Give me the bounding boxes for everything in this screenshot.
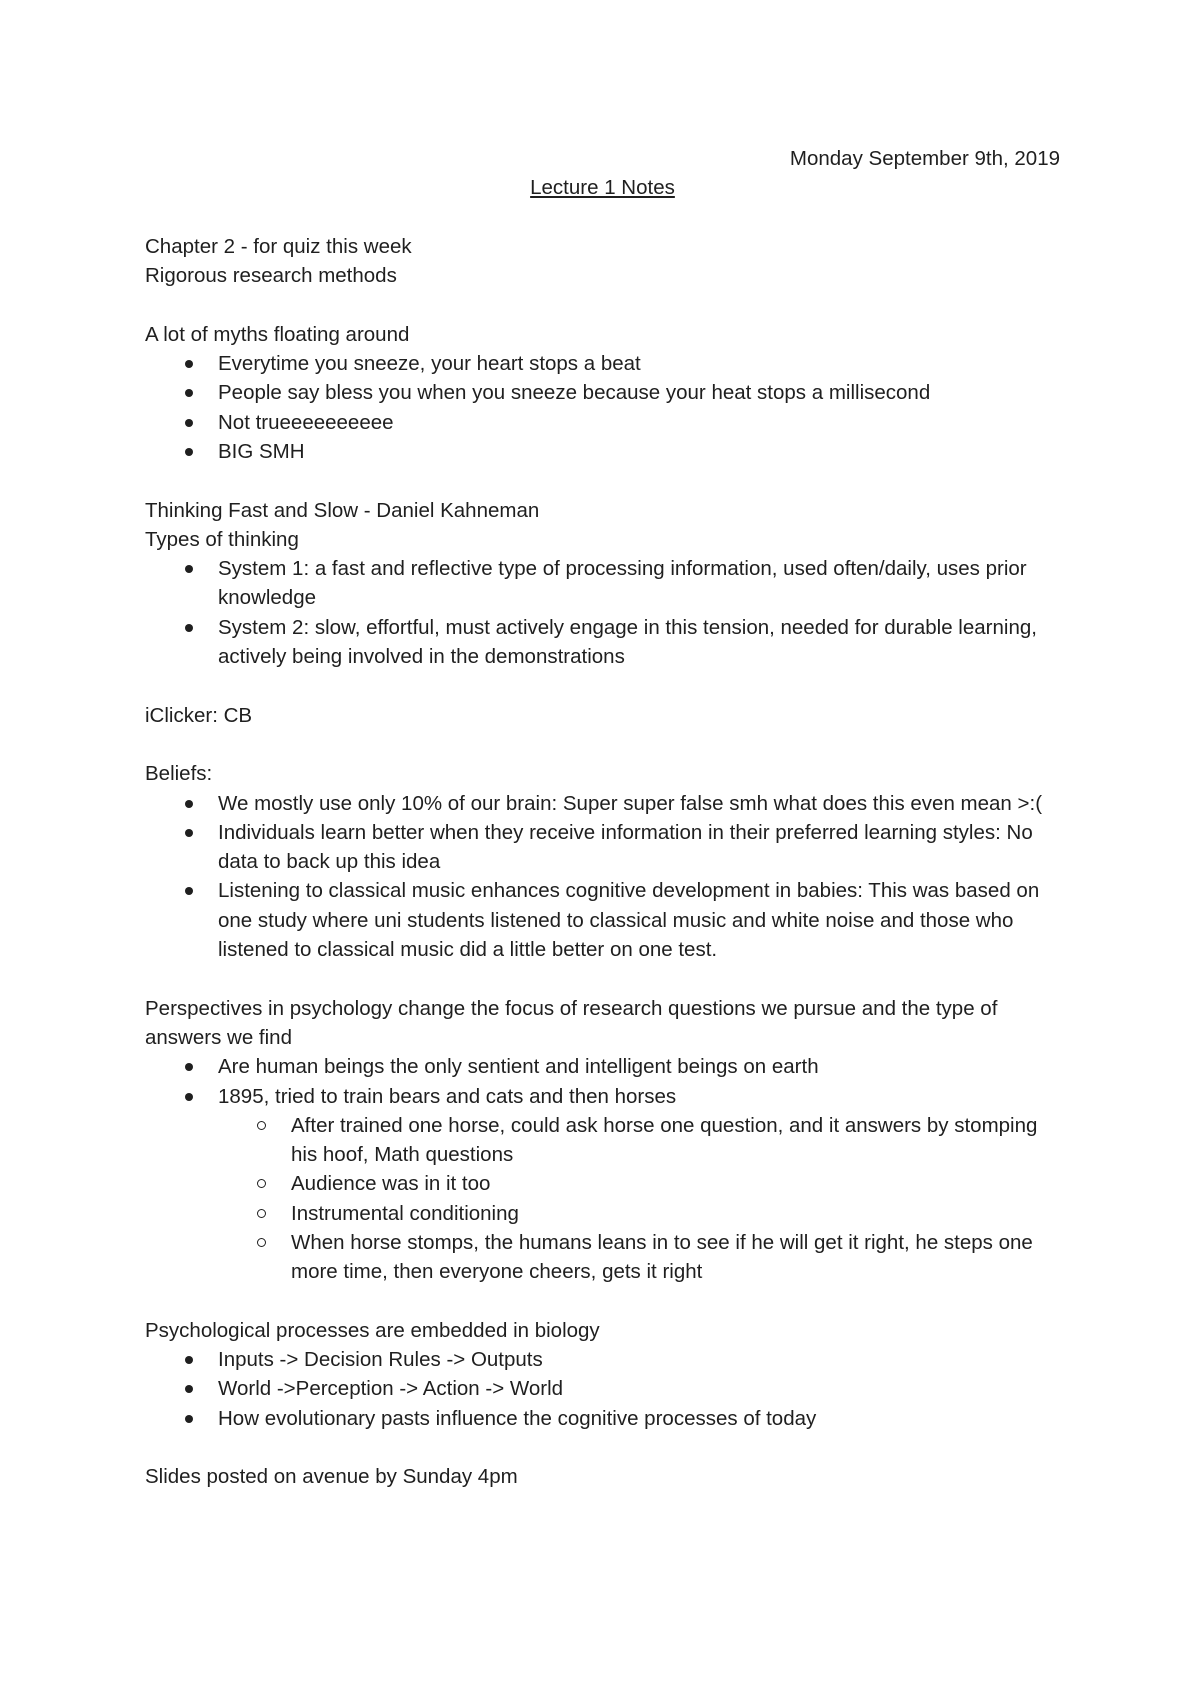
spacer xyxy=(145,1433,1060,1462)
intro-line-1: Chapter 2 - for quiz this week xyxy=(145,234,412,258)
spacer xyxy=(145,466,1060,495)
spacer xyxy=(145,730,1060,759)
list-item: Everytime you sneeze, your heart stops a beat xyxy=(145,349,1060,378)
list-item: Listening to classical music enhances cognitive development in babies: This was based on one study where uni students listened to classical music and white noise and those who listened to classical music did a little better on one test. xyxy=(145,876,1060,964)
perspectives-list xyxy=(145,1052,1060,1111)
intro-line-2: Rigorous research methods xyxy=(145,264,397,288)
thinking-subheading: Types of thinking xyxy=(145,527,299,551)
document-page xyxy=(145,144,1060,1492)
biology-list xyxy=(145,1345,1060,1433)
perspectives-sublist xyxy=(145,1111,1060,1287)
spacer xyxy=(145,203,1060,232)
list-item: BIG SMH xyxy=(145,437,1060,466)
list-item: Are human beings the only sentient and intelligent beings on earth xyxy=(145,1052,1060,1081)
list-item: How evolutionary pasts influence the cognitive processes of today xyxy=(145,1404,1060,1433)
sub-list-item: Instrumental conditioning xyxy=(145,1199,1060,1228)
list-item: Inputs -> Decision Rules -> Outputs xyxy=(145,1345,1060,1374)
biology-heading: Psychological processes are embedded in biology xyxy=(145,1318,600,1342)
beliefs-heading: Beliefs: xyxy=(145,762,213,786)
sub-list-item: After trained one horse, could ask horse one question, and it answers by stomping his hoof, Math questions xyxy=(145,1111,1060,1170)
beliefs-list xyxy=(145,789,1060,965)
list-item: System 2: slow, effortful, must actively engage in this tension, needed for durable learning, actively being involved in the demonstrations xyxy=(145,613,1060,672)
thinking-heading: Thinking Fast and Slow - Daniel Kahneman xyxy=(145,498,540,522)
spacer xyxy=(145,290,1060,319)
thinking-list xyxy=(145,554,1060,671)
spacer xyxy=(145,1287,1060,1316)
page-title: Lecture 1 Notes xyxy=(530,176,675,200)
perspectives-heading: Perspectives in psychology change the focus of research questions we pursue and the type of answers we find xyxy=(145,996,998,1049)
spacer xyxy=(145,964,1060,993)
list-item: System 1: a fast and reflective type of processing information, used often/daily, uses prior knowledge xyxy=(145,554,1060,613)
list-item: We mostly use only 10% of our brain: Super super false smh what does this even mean >:( xyxy=(145,789,1060,818)
date-line: Monday September 9th, 2019 xyxy=(789,147,1060,170)
myths-list xyxy=(145,349,1060,466)
list-item: Not trueeeeeeeeee xyxy=(145,408,1060,437)
sub-list-item: Audience was in it too xyxy=(145,1169,1060,1198)
list-item: Individuals learn better when they receive information in their preferred learning styles: No data to back up this idea xyxy=(145,818,1060,877)
list-item: People say bless you when you sneeze because your heat stops a millisecond xyxy=(145,378,1060,407)
list-item: World ->Perception -> Action -> World xyxy=(145,1374,1060,1403)
spacer xyxy=(145,671,1060,700)
myths-heading: A lot of myths floating around xyxy=(145,322,410,346)
sub-list-item: When horse stomps, the humans leans in to see if he will get it right, he steps one more time, then everyone cheers, gets it right xyxy=(145,1228,1060,1287)
list-item: 1895, tried to train bears and cats and then horses xyxy=(145,1082,1060,1111)
iclicker-line: iClicker: CB xyxy=(145,703,253,727)
footer-note: Slides posted on avenue by Sunday 4pm xyxy=(145,1465,518,1489)
